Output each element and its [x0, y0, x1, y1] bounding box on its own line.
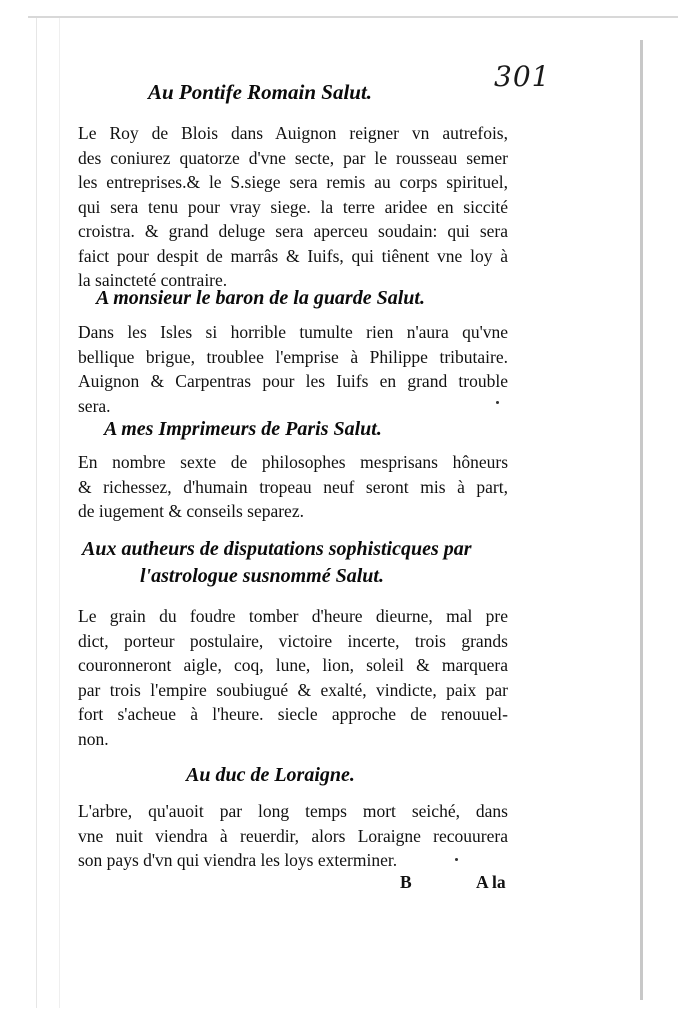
- text-line: par trois l'empire soubiugué & exalté, vindicte, paix par: [78, 679, 508, 700]
- ink-speck: [455, 858, 458, 861]
- text-line: de iugement & conseils separez.: [78, 501, 304, 521]
- text-line: faict pour despit de marrâs & Iuifs, qui tiênent vne loy à: [78, 245, 508, 266]
- page-number: 301: [494, 60, 551, 93]
- heading-imprimeurs: A mes Imprimeurs de Paris Salut.: [104, 418, 382, 440]
- text-line: bellique brigue, troublee l'emprise à Philippe tributaire.: [78, 346, 508, 367]
- text-line: qui sera tenu pour vray siege. la terre aridee en siccité: [78, 196, 508, 217]
- text-line: non.: [78, 728, 109, 749]
- text-line: Auignon & Carpentras pour les Iuifs en grand trouble: [78, 371, 508, 391]
- page-edge-right: [604, 40, 643, 1000]
- text-line: des coniurez quatorze d'vne secte, par le rousseau semer: [78, 147, 508, 168]
- heading-autheurs-line2: l'astrologue susnommé Salut.: [140, 565, 384, 587]
- page-edge-left: [36, 18, 60, 1008]
- ink-speck: [496, 401, 499, 404]
- text-line: fort s'acheue à l'heure. siecle approche de renouuel-: [78, 704, 508, 724]
- text-line: vne nuit viendra à reuerdir, alors Loraigne recouurera: [78, 825, 508, 846]
- text-line: les entreprises.& le S.siege sera remis au corps spirituel,: [78, 172, 508, 192]
- text-line: la saincteté contraire.: [78, 270, 228, 290]
- section-baron-body: [78, 320, 508, 418]
- text-line: Dans les Isles si horrible tumulte rien n'aura qu'vne: [78, 322, 508, 342]
- section-imprimeurs-body: [78, 450, 508, 524]
- heading-pontife: Au Pontife Romain Salut.: [148, 80, 373, 104]
- section-autheurs-body: [78, 604, 508, 751]
- catchword: A la: [476, 872, 506, 892]
- text-line: son pays d'vn qui viendra les loys exterminer.: [78, 850, 398, 870]
- heading-loraigne: Au duc de Loraigne.: [186, 764, 355, 786]
- text-line: sera.: [78, 395, 111, 416]
- text-line: L'arbre, qu'auoit par long temps mort seiché, dans: [78, 801, 508, 821]
- section-loraigne-body: [78, 799, 508, 873]
- heading-autheurs: Aux autheurs de disputations sophisticques par: [82, 538, 472, 560]
- text-line: croistra. & grand deluge sera aperceu soudain: qui sera: [78, 221, 508, 241]
- text-line: En nombre sexte de philosophes mesprisans hôneurs: [78, 452, 508, 472]
- signature-mark: B: [400, 872, 412, 892]
- text-line: Le grain du foudre tomber d'heure dieurne, mal pre: [78, 606, 508, 626]
- page-edge-top: [28, 16, 678, 48]
- text-line: & richessez, d'humain tropeau neuf seront mis à part,: [78, 476, 508, 497]
- heading-baron: A monsieur le baron de la guarde Salut.: [96, 287, 425, 309]
- text-line: dict, porteur postulaire, victoire incerte, trois grands: [78, 630, 508, 651]
- text-line: Le Roy de Blois dans Auignon reigner vn autrefois,: [78, 123, 508, 143]
- section-pontife-body: [78, 121, 508, 293]
- text-line: couronneront aigle, coq, lune, lion, soleil & marquera: [78, 655, 508, 675]
